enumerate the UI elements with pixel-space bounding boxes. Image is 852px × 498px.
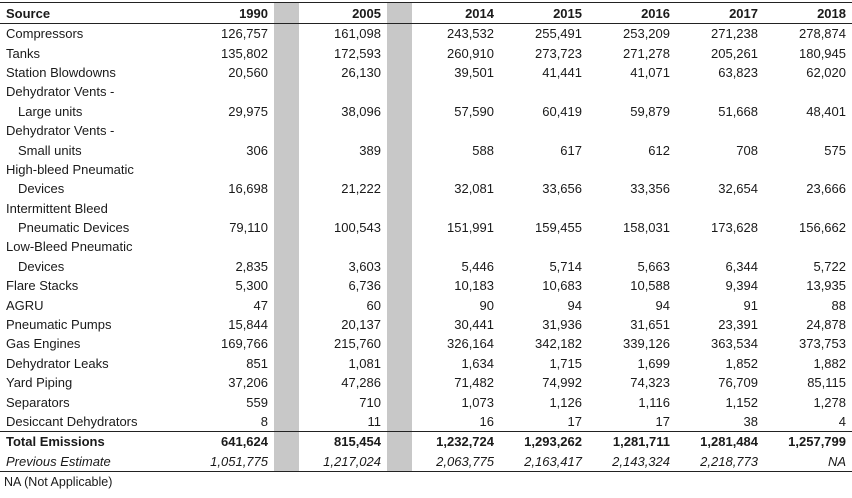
table-row xyxy=(0,257,852,276)
cell-value: 15,844 xyxy=(228,317,268,333)
cell-value: 1,281,484 xyxy=(676,432,764,452)
row-label: Tanks xyxy=(6,45,40,61)
gap-separator xyxy=(274,82,299,101)
row-label: High-bleed Pneumatic xyxy=(6,161,134,177)
cell-value: 815,454 xyxy=(299,432,387,452)
row-label: Dehydrator Vents - xyxy=(6,123,115,139)
cell-value: 851 xyxy=(246,355,268,371)
cell-value: 273,723 xyxy=(535,45,582,61)
row-label: Dehydrator Leaks xyxy=(6,355,109,371)
cell-value: 278,874 xyxy=(799,26,846,42)
cell-value: 48,401 xyxy=(806,103,846,119)
cell-value: 74,992 xyxy=(542,375,582,391)
cell-value xyxy=(412,199,500,218)
cell-value: 79,110 xyxy=(229,220,268,236)
gap-separator xyxy=(387,140,412,159)
cell-value: 5,663 xyxy=(637,258,670,274)
cell-value xyxy=(500,199,588,218)
cell-value xyxy=(764,237,852,256)
cell-value: 38 xyxy=(743,414,758,429)
gap-separator xyxy=(274,412,299,432)
gap-separator xyxy=(274,432,299,452)
cell-value xyxy=(764,121,852,140)
row-label: Gas Engines xyxy=(6,336,81,352)
cell-value: 9,394 xyxy=(725,278,758,294)
total-row xyxy=(0,432,852,452)
cell-value: 91 xyxy=(743,297,758,313)
gap-separator xyxy=(387,295,412,314)
cell-value: 173,628 xyxy=(711,220,758,236)
cell-value: 57,590 xyxy=(454,103,494,119)
gap-separator xyxy=(274,24,299,44)
gap-separator xyxy=(387,334,412,353)
cell-value xyxy=(299,82,387,101)
cell-value: 4 xyxy=(838,414,846,429)
gap-separator xyxy=(274,160,299,179)
cell-value: 62,020 xyxy=(806,64,846,80)
cell-value xyxy=(764,82,852,101)
row-label: Flare Stacks xyxy=(6,278,79,294)
cell-value: 37,206 xyxy=(228,375,268,391)
cell-value: 180,945 xyxy=(799,45,846,61)
gap-separator xyxy=(274,452,299,472)
cell-value xyxy=(186,237,274,256)
cell-value: 159,455 xyxy=(535,220,582,236)
cell-value xyxy=(500,121,588,140)
gap-separator xyxy=(387,160,412,179)
row-label: Low-Bleed Pneumatic xyxy=(6,239,133,255)
cell-value: 612 xyxy=(648,142,670,158)
row-label: Yard Piping xyxy=(6,375,73,391)
cell-value xyxy=(588,121,676,140)
cell-value: 1,882 xyxy=(813,355,846,371)
cell-value: 74,323 xyxy=(630,375,670,391)
cell-value: 2,218,773 xyxy=(676,452,764,472)
cell-value xyxy=(299,121,387,140)
header-year-1990: 1990 xyxy=(186,3,274,24)
gap-separator xyxy=(387,3,412,24)
cell-value: 363,534 xyxy=(711,336,758,352)
cell-value: 51,668 xyxy=(718,103,758,119)
cell-value: 23,666 xyxy=(806,181,846,197)
table-row xyxy=(0,276,852,295)
cell-value: 1,116 xyxy=(638,394,670,410)
emissions-table xyxy=(0,2,852,472)
cell-value: 29,975 xyxy=(228,103,268,119)
header-year-2018: 2018 xyxy=(764,3,852,24)
cell-value: 60 xyxy=(366,297,381,313)
cell-value xyxy=(186,199,274,218)
cell-value xyxy=(588,199,676,218)
header-year-2005: 2005 xyxy=(299,3,387,24)
gap-separator xyxy=(387,354,412,373)
cell-value: 20,137 xyxy=(341,317,381,333)
cell-value: 373,753 xyxy=(799,336,846,352)
gap-separator xyxy=(274,43,299,62)
cell-value: 5,714 xyxy=(549,258,582,274)
gap-separator xyxy=(274,218,299,237)
table-row xyxy=(0,102,852,121)
row-label: Station Blowdowns xyxy=(6,64,116,80)
cell-value xyxy=(299,237,387,256)
cell-value: 1,293,262 xyxy=(500,432,588,452)
cell-value: 271,238 xyxy=(711,26,758,42)
table-row xyxy=(0,24,852,44)
cell-value: 161,098 xyxy=(334,26,381,42)
gap-separator xyxy=(387,276,412,295)
gap-separator xyxy=(387,43,412,62)
cell-value: 342,182 xyxy=(535,336,582,352)
cell-value: 63,823 xyxy=(718,64,758,80)
cell-value: 8 xyxy=(260,414,268,429)
cell-value: 90 xyxy=(479,297,494,313)
cell-value: 60,419 xyxy=(542,103,582,119)
gap-separator xyxy=(387,315,412,334)
cell-value: 389 xyxy=(359,142,381,158)
gap-separator xyxy=(274,237,299,256)
cell-value xyxy=(186,121,274,140)
cell-value: 1,281,711 xyxy=(588,432,676,452)
cell-value xyxy=(588,160,676,179)
cell-value: 1,051,775 xyxy=(186,452,274,472)
gap-separator xyxy=(274,3,299,24)
gap-separator xyxy=(274,199,299,218)
cell-value: 1,126 xyxy=(549,394,582,410)
cell-value: 10,183 xyxy=(454,278,494,294)
table-row xyxy=(0,82,852,101)
cell-value: 1,257,799 xyxy=(764,432,852,452)
row-label: AGRU xyxy=(6,297,44,313)
cell-value: 1,152 xyxy=(725,394,758,410)
gap-separator xyxy=(274,373,299,392)
gap-separator xyxy=(274,392,299,411)
cell-value: 33,656 xyxy=(542,181,582,197)
cell-value: 243,532 xyxy=(447,26,494,42)
cell-value: 1,852 xyxy=(725,355,758,371)
table-row xyxy=(0,354,852,373)
gap-separator xyxy=(274,334,299,353)
cell-value: 20,560 xyxy=(228,64,268,80)
footnote: NA (Not Applicable) xyxy=(4,475,113,489)
cell-value: 30,441 xyxy=(454,317,494,333)
gap-separator xyxy=(274,257,299,276)
cell-value: 1,278 xyxy=(813,394,846,410)
cell-value: 16 xyxy=(479,414,494,429)
cell-value: 85,115 xyxy=(807,375,846,391)
cell-value xyxy=(500,82,588,101)
cell-value: 135,802 xyxy=(221,45,268,61)
cell-value: 306 xyxy=(246,142,268,158)
cell-value xyxy=(676,121,764,140)
table-row xyxy=(0,199,852,218)
gap-separator xyxy=(387,218,412,237)
cell-value xyxy=(299,199,387,218)
header-year-2015: 2015 xyxy=(500,3,588,24)
table-row xyxy=(0,373,852,392)
gap-separator xyxy=(387,179,412,198)
cell-value: NA xyxy=(764,452,852,472)
cell-value: 17 xyxy=(567,414,582,429)
cell-value: 88 xyxy=(831,297,846,313)
cell-value: 1,217,024 xyxy=(299,452,387,472)
cell-value: 21,222 xyxy=(341,181,381,197)
row-label: Previous Estimate xyxy=(0,452,186,472)
gap-separator xyxy=(387,121,412,140)
cell-value: 588 xyxy=(472,142,494,158)
cell-value xyxy=(412,237,500,256)
cell-value xyxy=(676,199,764,218)
cell-value: 47 xyxy=(253,297,268,313)
header-year-2017: 2017 xyxy=(676,3,764,24)
cell-value: 5,300 xyxy=(235,278,268,294)
table-row xyxy=(0,412,852,432)
cell-value: 1,699 xyxy=(637,355,670,371)
row-label: Small units xyxy=(18,142,82,158)
gap-separator xyxy=(387,412,412,432)
cell-value: 47,286 xyxy=(341,375,381,391)
cell-value: 215,760 xyxy=(334,336,381,352)
cell-value xyxy=(186,160,274,179)
cell-value: 59,879 xyxy=(630,103,670,119)
cell-value xyxy=(299,160,387,179)
cell-value: 172,593 xyxy=(334,45,381,61)
cell-value: 13,935 xyxy=(806,278,846,294)
cell-value: 156,662 xyxy=(799,220,846,236)
cell-value xyxy=(186,82,274,101)
cell-value: 6,736 xyxy=(348,278,381,294)
table-row xyxy=(0,295,852,314)
gap-separator xyxy=(387,82,412,101)
table-row xyxy=(0,160,852,179)
gap-separator xyxy=(274,63,299,82)
cell-value: 253,209 xyxy=(623,26,670,42)
cell-value xyxy=(676,160,764,179)
table-row xyxy=(0,140,852,159)
gap-separator xyxy=(274,354,299,373)
cell-value: 3,603 xyxy=(348,258,381,274)
gap-separator xyxy=(387,257,412,276)
cell-value: 10,683 xyxy=(542,278,582,294)
cell-value: 10,588 xyxy=(630,278,670,294)
row-label: Pneumatic Pumps xyxy=(6,317,112,333)
gap-separator xyxy=(274,140,299,159)
cell-value: 1,634 xyxy=(461,355,494,371)
gap-separator xyxy=(274,295,299,314)
cell-value: 151,991 xyxy=(447,220,494,236)
cell-value: 94 xyxy=(567,297,582,313)
cell-value: 16,698 xyxy=(228,181,268,197)
cell-value: 5,446 xyxy=(461,258,494,274)
gap-separator xyxy=(387,452,412,472)
row-label: Pneumatic Devices xyxy=(18,220,130,236)
cell-value: 100,543 xyxy=(334,220,381,236)
gap-separator xyxy=(274,102,299,121)
cell-value xyxy=(412,121,500,140)
cell-value: 126,757 xyxy=(221,26,268,42)
row-label: Devices xyxy=(18,181,65,197)
gap-separator xyxy=(274,315,299,334)
cell-value: 71,482 xyxy=(454,375,494,391)
cell-value: 1,232,724 xyxy=(412,432,500,452)
gap-separator xyxy=(387,199,412,218)
cell-value: 271,278 xyxy=(623,45,670,61)
gap-separator xyxy=(387,24,412,44)
cell-value xyxy=(588,237,676,256)
row-label: Desiccant Dehydrators xyxy=(6,414,138,429)
gap-separator xyxy=(387,102,412,121)
cell-value: 710 xyxy=(359,394,381,410)
row-label: Large units xyxy=(18,103,83,119)
cell-value: 2,063,775 xyxy=(412,452,500,472)
row-label: Compressors xyxy=(6,26,84,42)
gap-separator xyxy=(387,373,412,392)
gap-separator xyxy=(387,63,412,82)
cell-value: 32,654 xyxy=(718,181,758,197)
table-row xyxy=(0,334,852,353)
cell-value xyxy=(500,237,588,256)
cell-value: 559 xyxy=(246,394,268,410)
cell-value: 11 xyxy=(367,414,381,429)
header-source: Source xyxy=(0,3,186,24)
gap-separator xyxy=(387,392,412,411)
table-row xyxy=(0,63,852,82)
header-year-2016: 2016 xyxy=(588,3,676,24)
cell-value: 1,715 xyxy=(549,355,582,371)
gap-separator xyxy=(387,432,412,452)
cell-value: 32,081 xyxy=(454,181,494,197)
table-row xyxy=(0,237,852,256)
cell-value xyxy=(500,160,588,179)
gap-separator xyxy=(387,237,412,256)
gap-separator xyxy=(274,121,299,140)
row-label: Separators xyxy=(6,394,70,410)
cell-value xyxy=(764,160,852,179)
cell-value: 39,501 xyxy=(454,64,494,80)
row-label: Intermittent Bleed xyxy=(6,200,108,216)
cell-value: 708 xyxy=(736,142,758,158)
cell-value: 2,143,324 xyxy=(588,452,676,472)
header-year-2014: 2014 xyxy=(412,3,500,24)
row-label: Devices xyxy=(18,258,65,274)
row-label: Total Emissions xyxy=(0,432,186,452)
cell-value: 326,164 xyxy=(447,336,494,352)
cell-value xyxy=(412,160,500,179)
cell-value: 617 xyxy=(560,142,582,158)
cell-value: 76,709 xyxy=(718,375,758,391)
table-row xyxy=(0,179,852,198)
table-row xyxy=(0,315,852,334)
cell-value: 31,651 xyxy=(630,317,670,333)
cell-value: 2,835 xyxy=(235,258,268,274)
gap-separator xyxy=(274,276,299,295)
cell-value: 5,722 xyxy=(813,258,846,274)
cell-value: 158,031 xyxy=(623,220,670,236)
cell-value: 2,163,417 xyxy=(500,452,588,472)
cell-value: 41,441 xyxy=(542,64,582,80)
cell-value: 17 xyxy=(655,414,670,429)
table-row xyxy=(0,392,852,411)
table-row xyxy=(0,43,852,62)
cell-value: 94 xyxy=(655,297,670,313)
table-body xyxy=(0,24,852,472)
cell-value: 41,071 xyxy=(630,64,670,80)
cell-value: 260,910 xyxy=(447,45,494,61)
cell-value xyxy=(412,82,500,101)
cell-value xyxy=(588,82,676,101)
gap-separator xyxy=(274,179,299,198)
cell-value: 24,878 xyxy=(806,317,846,333)
cell-value: 26,130 xyxy=(341,64,381,80)
cell-value: 1,073 xyxy=(461,394,494,410)
cell-value: 205,261 xyxy=(711,45,758,61)
cell-value: 339,126 xyxy=(623,336,670,352)
cell-value xyxy=(676,237,764,256)
cell-value: 255,491 xyxy=(535,26,582,42)
cell-value xyxy=(764,199,852,218)
row-label: Dehydrator Vents - xyxy=(6,84,115,100)
cell-value: 1,081 xyxy=(348,355,381,371)
cell-value: 169,766 xyxy=(221,336,268,352)
cell-value: 6,344 xyxy=(725,258,758,274)
header-row xyxy=(0,3,852,24)
cell-value xyxy=(676,82,764,101)
cell-value: 575 xyxy=(824,142,846,158)
previous-estimate-row xyxy=(0,452,852,472)
cell-value: 23,391 xyxy=(718,317,758,333)
cell-value: 31,936 xyxy=(542,317,582,333)
cell-value: 38,096 xyxy=(341,103,381,119)
cell-value: 641,624 xyxy=(186,432,274,452)
cell-value: 33,356 xyxy=(630,181,670,197)
table-row xyxy=(0,121,852,140)
table-row xyxy=(0,218,852,237)
